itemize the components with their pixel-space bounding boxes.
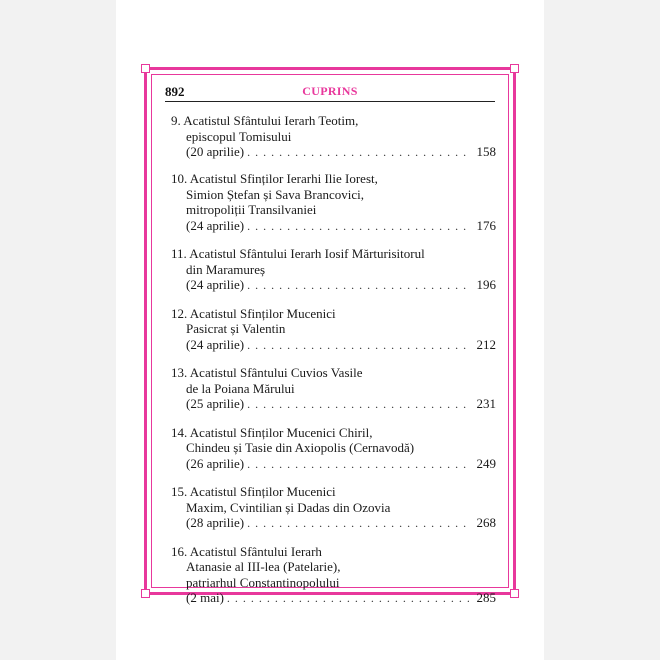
entry-page-number: 158 bbox=[476, 144, 496, 159]
entry-title-line: 16. Acatistul Sfântului Ierarh bbox=[171, 543, 322, 559]
border-corner-ornament bbox=[510, 64, 519, 73]
entry-date-line bbox=[166, 144, 496, 161]
border-corner-ornament bbox=[141, 589, 150, 598]
entry-date-line bbox=[166, 515, 496, 532]
entry-title-line: Simion Ștefan și Sava Brancovici, bbox=[186, 186, 365, 202]
entry-title-line: 12. Acatistul Sfinților Mucenici bbox=[171, 305, 336, 321]
toc-entry bbox=[166, 365, 496, 413]
entry-date: (20 aprilie) bbox=[186, 144, 245, 159]
toc-entry bbox=[166, 425, 496, 473]
entry-title-line: 14. Acatistul Sfinților Mucenici Chiril, bbox=[171, 424, 373, 440]
entry-title-line: 13. Acatistul Sfântului Cuvios Vasile bbox=[171, 365, 363, 380]
entry-title-line: 15. Acatistul Sfinților Mucenici bbox=[171, 484, 336, 499]
dot-leader bbox=[247, 219, 469, 235]
entry-title-line: de la Poiana Mărului bbox=[186, 380, 295, 396]
entry-page-number: 285 bbox=[476, 590, 496, 605]
entry-title-line: 9. Acatistul Sfântului Ierarh Teotim, bbox=[171, 113, 359, 128]
entry-page-number: 231 bbox=[476, 396, 496, 411]
entry-date-line bbox=[166, 396, 496, 413]
dot-leader bbox=[247, 397, 469, 413]
entry-date: (26 aprilie) bbox=[186, 455, 245, 471]
page-number: 892 bbox=[165, 84, 185, 99]
entry-title-line: mitropoliții Transilvaniei bbox=[186, 202, 317, 217]
running-title: CUPRINS bbox=[302, 84, 358, 98]
dot-leader bbox=[247, 338, 469, 354]
toc-entry bbox=[166, 246, 496, 294]
dot-leader bbox=[247, 278, 469, 294]
toc-entry bbox=[166, 306, 496, 354]
entry-page-number: 268 bbox=[476, 515, 496, 530]
dot-leader bbox=[247, 145, 469, 161]
border-corner-ornament bbox=[141, 64, 150, 73]
page-header bbox=[165, 84, 495, 102]
border-corner-ornament bbox=[510, 589, 519, 598]
entry-page-number: 196 bbox=[476, 277, 496, 292]
entry-title-line: Maxim, Cvintilian și Dadas din Ozovia bbox=[186, 499, 391, 515]
entry-title-line: Chindeu și Tasie din Axiopolis (Cernavodă) bbox=[186, 440, 415, 455]
entry-title-line: patriarhul Constantinopolului bbox=[186, 574, 340, 590]
toc-entry bbox=[166, 113, 496, 161]
entry-date: (2 mai) bbox=[186, 590, 224, 605]
entry-title-line: Atanasie al III-lea (Patelarie), bbox=[186, 559, 341, 574]
dot-leader bbox=[247, 516, 469, 532]
entry-date-line bbox=[166, 337, 496, 354]
entry-date-line bbox=[166, 590, 496, 607]
entry-title-line: episcopul Tomisului bbox=[186, 128, 292, 144]
entry-title-line: 11. Acatistul Sfântului Ierarh Iosif Mărturisitorul bbox=[171, 246, 425, 261]
entry-page-number: 212 bbox=[476, 336, 496, 352]
entry-date: (24 aprilie) bbox=[186, 277, 245, 292]
dot-leader bbox=[247, 457, 469, 473]
entry-date-line bbox=[166, 218, 496, 235]
entry-title-line: 10. Acatistul Sfinților Ierarhi Ilie Iorest, bbox=[171, 171, 378, 186]
toc-entry bbox=[166, 171, 496, 234]
entry-date-line bbox=[166, 277, 496, 294]
entry-page-number: 176 bbox=[476, 217, 496, 233]
dot-leader bbox=[227, 591, 469, 607]
entry-title-line: din Maramureș bbox=[186, 261, 266, 277]
toc-entry bbox=[166, 544, 496, 607]
toc-entry bbox=[166, 484, 496, 532]
entry-date-line bbox=[166, 456, 496, 473]
entry-date: (28 aprilie) bbox=[186, 515, 245, 530]
entry-page-number: 249 bbox=[476, 455, 496, 471]
entry-date: (24 aprilie) bbox=[186, 217, 245, 233]
entry-title-line: Pasicrat și Valentin bbox=[186, 321, 286, 336]
entry-date: (25 aprilie) bbox=[186, 396, 245, 411]
entry-date: (24 aprilie) bbox=[186, 336, 245, 352]
table-of-contents bbox=[166, 113, 496, 619]
